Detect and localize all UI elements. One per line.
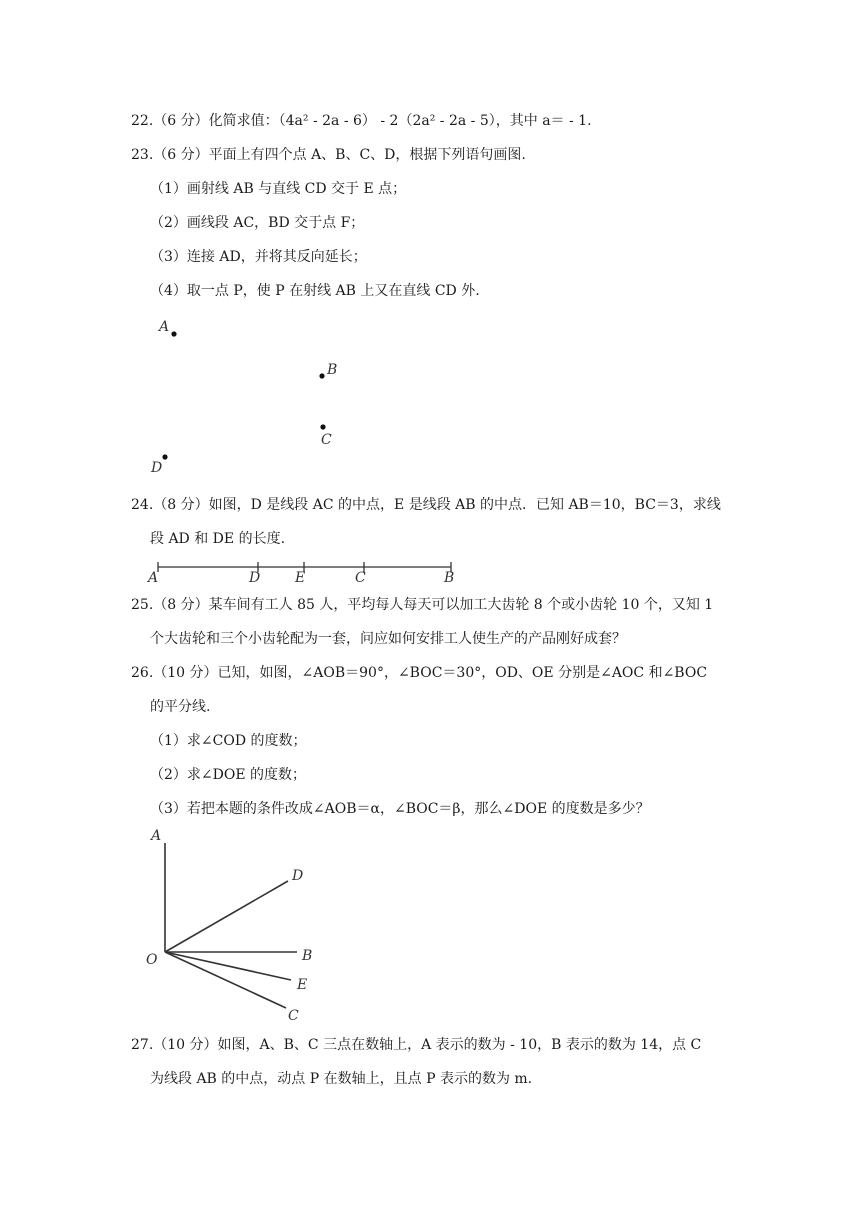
ray-oc (165, 952, 286, 1008)
label-o: O (146, 952, 158, 968)
question-number: 24. (131, 497, 154, 513)
label-d: D (249, 570, 261, 586)
sub-item: （3）连接 AD，并将其反向延长； (150, 249, 367, 265)
label-b: B (302, 948, 313, 964)
question-number: 22. (131, 113, 154, 129)
label-a: A (148, 570, 159, 586)
question-25-cont: 个大齿轮和三个小齿轮配为一套，问应如何安排工人使生产的产品刚好成套？ (150, 631, 626, 647)
sub-item: （3）若把本题的条件改成∠AOB＝α，∠BOC＝β，那么∠DOE 的度数是多少？ (150, 801, 650, 817)
sub-item: （1）求∠COD 的度数； (150, 733, 307, 749)
sub-item: （4）取一点 P，使 P 在射线 AB 上又在直线 CD 外. (150, 283, 480, 299)
question-number: 25. (131, 597, 154, 613)
question-text: 化简求值：（4a² - 2a - 6） - 2（2a² - 2a - 5），其中 a＝ - 1. (208, 113, 592, 129)
question-27 (131, 1036, 701, 1054)
sub-item: （2）求∠DOE 的度数； (150, 767, 307, 783)
label-b: B (327, 362, 338, 378)
label-d: D (151, 460, 163, 476)
question-score: （8 分） (153, 497, 209, 513)
label-d: D (292, 868, 304, 884)
label-a: A (151, 828, 162, 844)
label-b: B (444, 570, 455, 586)
label-a: A (159, 319, 170, 335)
question-23 (131, 146, 526, 164)
question-score: （10 分） (153, 665, 218, 681)
ray-od (165, 881, 288, 952)
question-24-cont: 段 AD 和 DE 的长度. (150, 531, 286, 547)
label-e: E (295, 570, 306, 586)
question-score: （6 分） (153, 147, 209, 163)
question-number: 23. (131, 147, 154, 163)
question-score: （10 分） (153, 1037, 218, 1053)
question-number: 27. (131, 1037, 154, 1053)
question-text: 某车间有工人 85 人，平均每人每天可以加工大齿轮 8 个或小齿轮 10 个，又知 1 (208, 597, 714, 613)
question-text: 平面上有四个点 A、B、C、D，根据下列语句画图. (208, 147, 526, 163)
question-text: 如图，A、B、C 三点在数轴上，A 表示的数为 - 10，B 表示的数为 14，点 C (217, 1037, 702, 1053)
point-b (319, 373, 324, 378)
question-25 (131, 596, 713, 614)
point-c (320, 424, 325, 429)
point-d (162, 454, 167, 459)
question-text: 如图，D 是线段 AC 的中点，E 是线段 AB 的中点．已知 AB＝10，BC＝3，求线 (208, 497, 721, 513)
ray-oe (165, 952, 291, 980)
question-26 (131, 664, 707, 682)
question-24 (131, 496, 721, 514)
question-score: （6 分） (153, 113, 209, 129)
point-a (171, 331, 176, 336)
question-26-cont: 的平分线. (150, 699, 211, 715)
question-number: 26. (131, 665, 154, 681)
question-27-cont: 为线段 AB 的中点，动点 P 在数轴上，且点 P 表示的数为 m. (150, 1071, 533, 1087)
question-22 (131, 112, 592, 130)
question-score: （8 分） (153, 597, 209, 613)
sub-item: （1）画射线 AB 与直线 CD 交于 E 点； (150, 181, 407, 197)
label-e: E (297, 977, 308, 993)
label-c: C (321, 432, 332, 448)
question-text: 已知，如图，∠AOB＝90°，∠BOC＝30°，OD、OE 分别是∠AOC 和∠BOC (217, 665, 708, 681)
sub-item: （2）画线段 AC，BD 交于点 F； (150, 215, 365, 231)
label-c: C (288, 1008, 299, 1024)
label-c: C (355, 570, 366, 586)
